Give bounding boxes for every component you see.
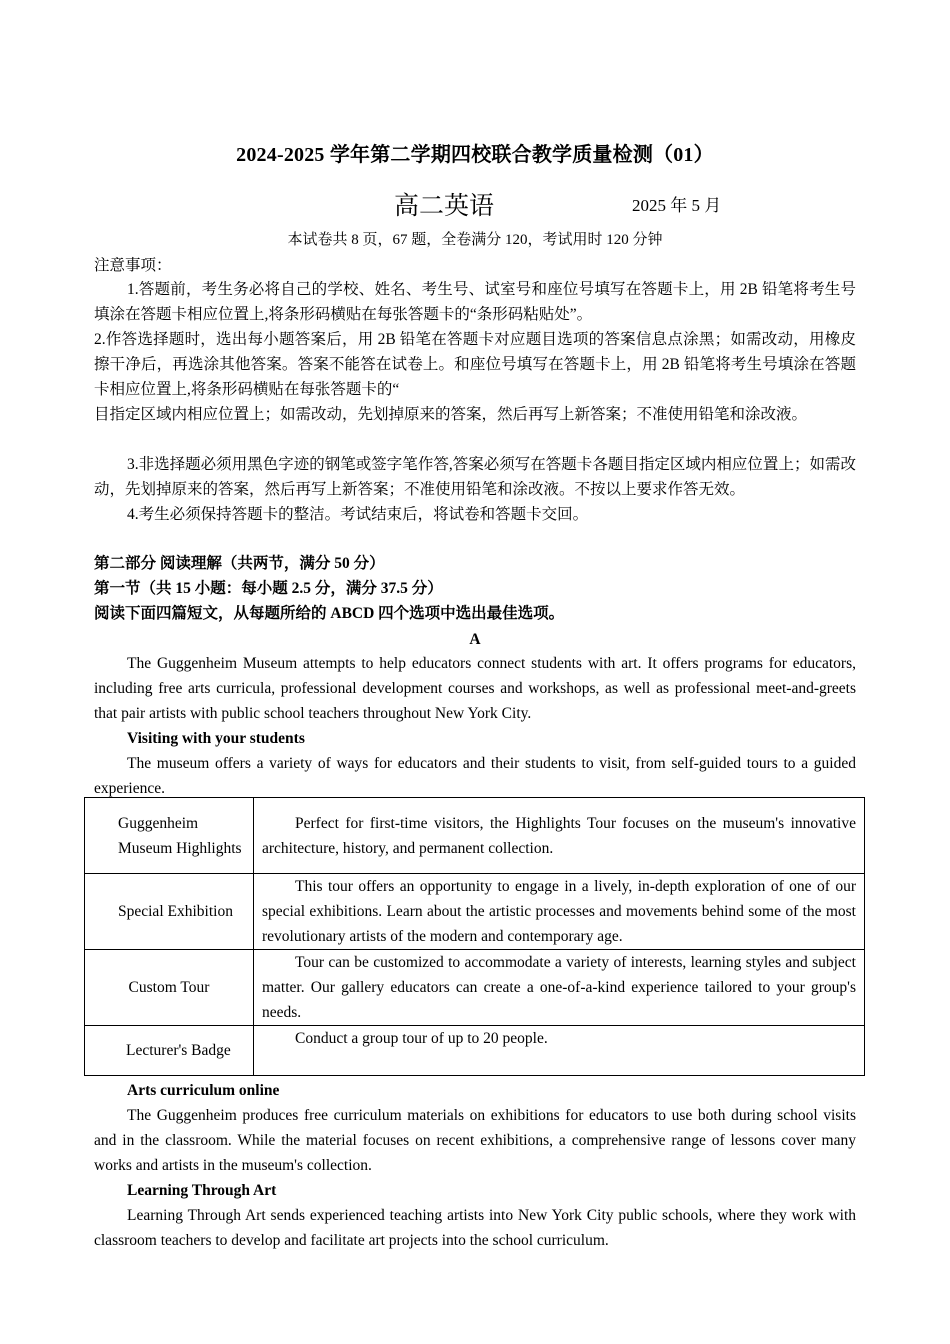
table-row bbox=[85, 874, 865, 950]
visit-text: The museum offers a variety of ways for educators and their students to visit, from self-guided tours to a guided experience. bbox=[94, 755, 856, 797]
passage-label: A bbox=[469, 631, 481, 648]
learn-text: Learning Through Art sends experienced teaching artists into New York City public schools, where they work with classroom teachers to develop and facilitate art projects into the school curriculum. bbox=[94, 1207, 856, 1249]
tour-name bbox=[85, 874, 254, 950]
tour-description-text: This tour offers an opportunity to engage in a lively, in-depth exploration of one of our special exhibitions. Learn about the artistic processes and movements behind some of the most revolutionary artists of the modern and contemporary age. bbox=[262, 878, 856, 945]
subject-label: 高二英语 bbox=[394, 193, 495, 220]
note-3: 3.非选择题必须用黑色字迹的钢笔或签字笔作答,答案必须写在答题卡各题目指定区域内相应位置上；如需改动，先划掉原来的答案，然后再写上新答案；不准使用铅笔和涂改液。不按以上要求作答无效。 bbox=[94, 456, 856, 498]
tour-description bbox=[254, 874, 865, 950]
tour-description bbox=[254, 798, 865, 874]
tours-table bbox=[84, 797, 865, 1076]
tour-description bbox=[254, 950, 865, 1026]
exam-info: 本试卷共 8 页，67 题，全卷满分 120，考试用时 120 分钟 bbox=[287, 232, 663, 248]
note-1: 1.答题前，考生务必将自己的学校、姓名、考生号、试室号和座位号填写在答题卡上，用 2B 铅笔将考生号填涂在答题卡相应位置上,将条形码横贴在每张答题卡的“条形码粘贴处”。 bbox=[94, 281, 856, 323]
table-row bbox=[85, 798, 865, 874]
part-heading: 第二部分 阅读理解（共两节，满分 50 分） bbox=[94, 555, 385, 572]
arts-text: The Guggenheim produces free curriculum materials on exhibitions for educators to use both during school visits and in the classroom. While the material focuses on recent exhibitions, a comprehensive range of lessons cover many works and artists in the museum's collection. bbox=[94, 1107, 856, 1174]
tour-name-text: Guggenheim Museum Highlights bbox=[118, 814, 242, 857]
visit-heading: Visiting with your students bbox=[127, 730, 305, 747]
tour-name-text: Special Exhibition bbox=[118, 903, 233, 920]
section-instruction: 阅读下面四篇短文，从每题所给的 ABCD 四个选项中选出最佳选项。 bbox=[94, 605, 565, 622]
learn-heading: Learning Through Art bbox=[127, 1182, 277, 1199]
tour-name bbox=[85, 798, 254, 874]
tour-name bbox=[85, 950, 254, 1026]
arts-heading: Arts curriculum online bbox=[127, 1082, 280, 1099]
tour-description-text: Conduct a group tour of up to 20 people. bbox=[295, 1030, 548, 1047]
passage-intro: The Guggenheim Museum attempts to help educators connect students with art. It offers programs for educators, including free arts curricula, professional development courses and workshops, as well as professional meet-and-greets that pair artists with public school teachers throughout New York City. bbox=[94, 655, 856, 722]
note-2-continued: 目指定区域内相应位置上；如需改动，先划掉原来的答案，然后再写上新答案；不准使用铅笔和涂改液。 bbox=[94, 406, 808, 423]
tour-description bbox=[254, 1026, 865, 1076]
tour-description-text: Perfect for first-time visitors, the Highlights Tour focuses on the museum's innovative architecture, history, and permanent collection. bbox=[262, 814, 856, 857]
tour-name-text: Lecturer's Badge bbox=[126, 1042, 231, 1059]
exam-date: 2025 年 5 月 bbox=[632, 196, 722, 215]
note-2: 2.作答选择题时，选出每小题答案后，用 2B 铅笔在答题卡对应题目选项的答案信息点涂黑；如需改动，用橡皮擦干净后，再选涂其他答案。答案不能答在试卷上。和座位号填写在答题卡上，用 2B 铅笔将考生号填涂在答题卡相应位置上,将条形码横贴在每张答题卡的“ bbox=[94, 331, 856, 398]
section-heading: 第一节（共 15 小题：每小题 2.5 分，满分 37.5 分） bbox=[94, 580, 443, 597]
note-4: 4.考生必须保持答题卡的整洁。考试结束后，将试卷和答题卡交回。 bbox=[127, 506, 589, 523]
tour-name-text: Custom Tour bbox=[128, 979, 210, 996]
notes-heading: 注意事项： bbox=[94, 257, 172, 274]
table-row bbox=[85, 1026, 865, 1076]
table-row bbox=[85, 950, 865, 1026]
subject-row bbox=[94, 186, 856, 218]
tour-description-text: Tour can be customized to accommodate a variety of interests, learning styles and subject matter. Our gallery educators can create a one-of-a-kind experience tailored to your group's needs. bbox=[262, 954, 856, 1021]
tour-name bbox=[85, 1026, 254, 1076]
exam-title: 2024-2025 学年第二学期四校联合教学质量检测（01） bbox=[236, 144, 714, 166]
